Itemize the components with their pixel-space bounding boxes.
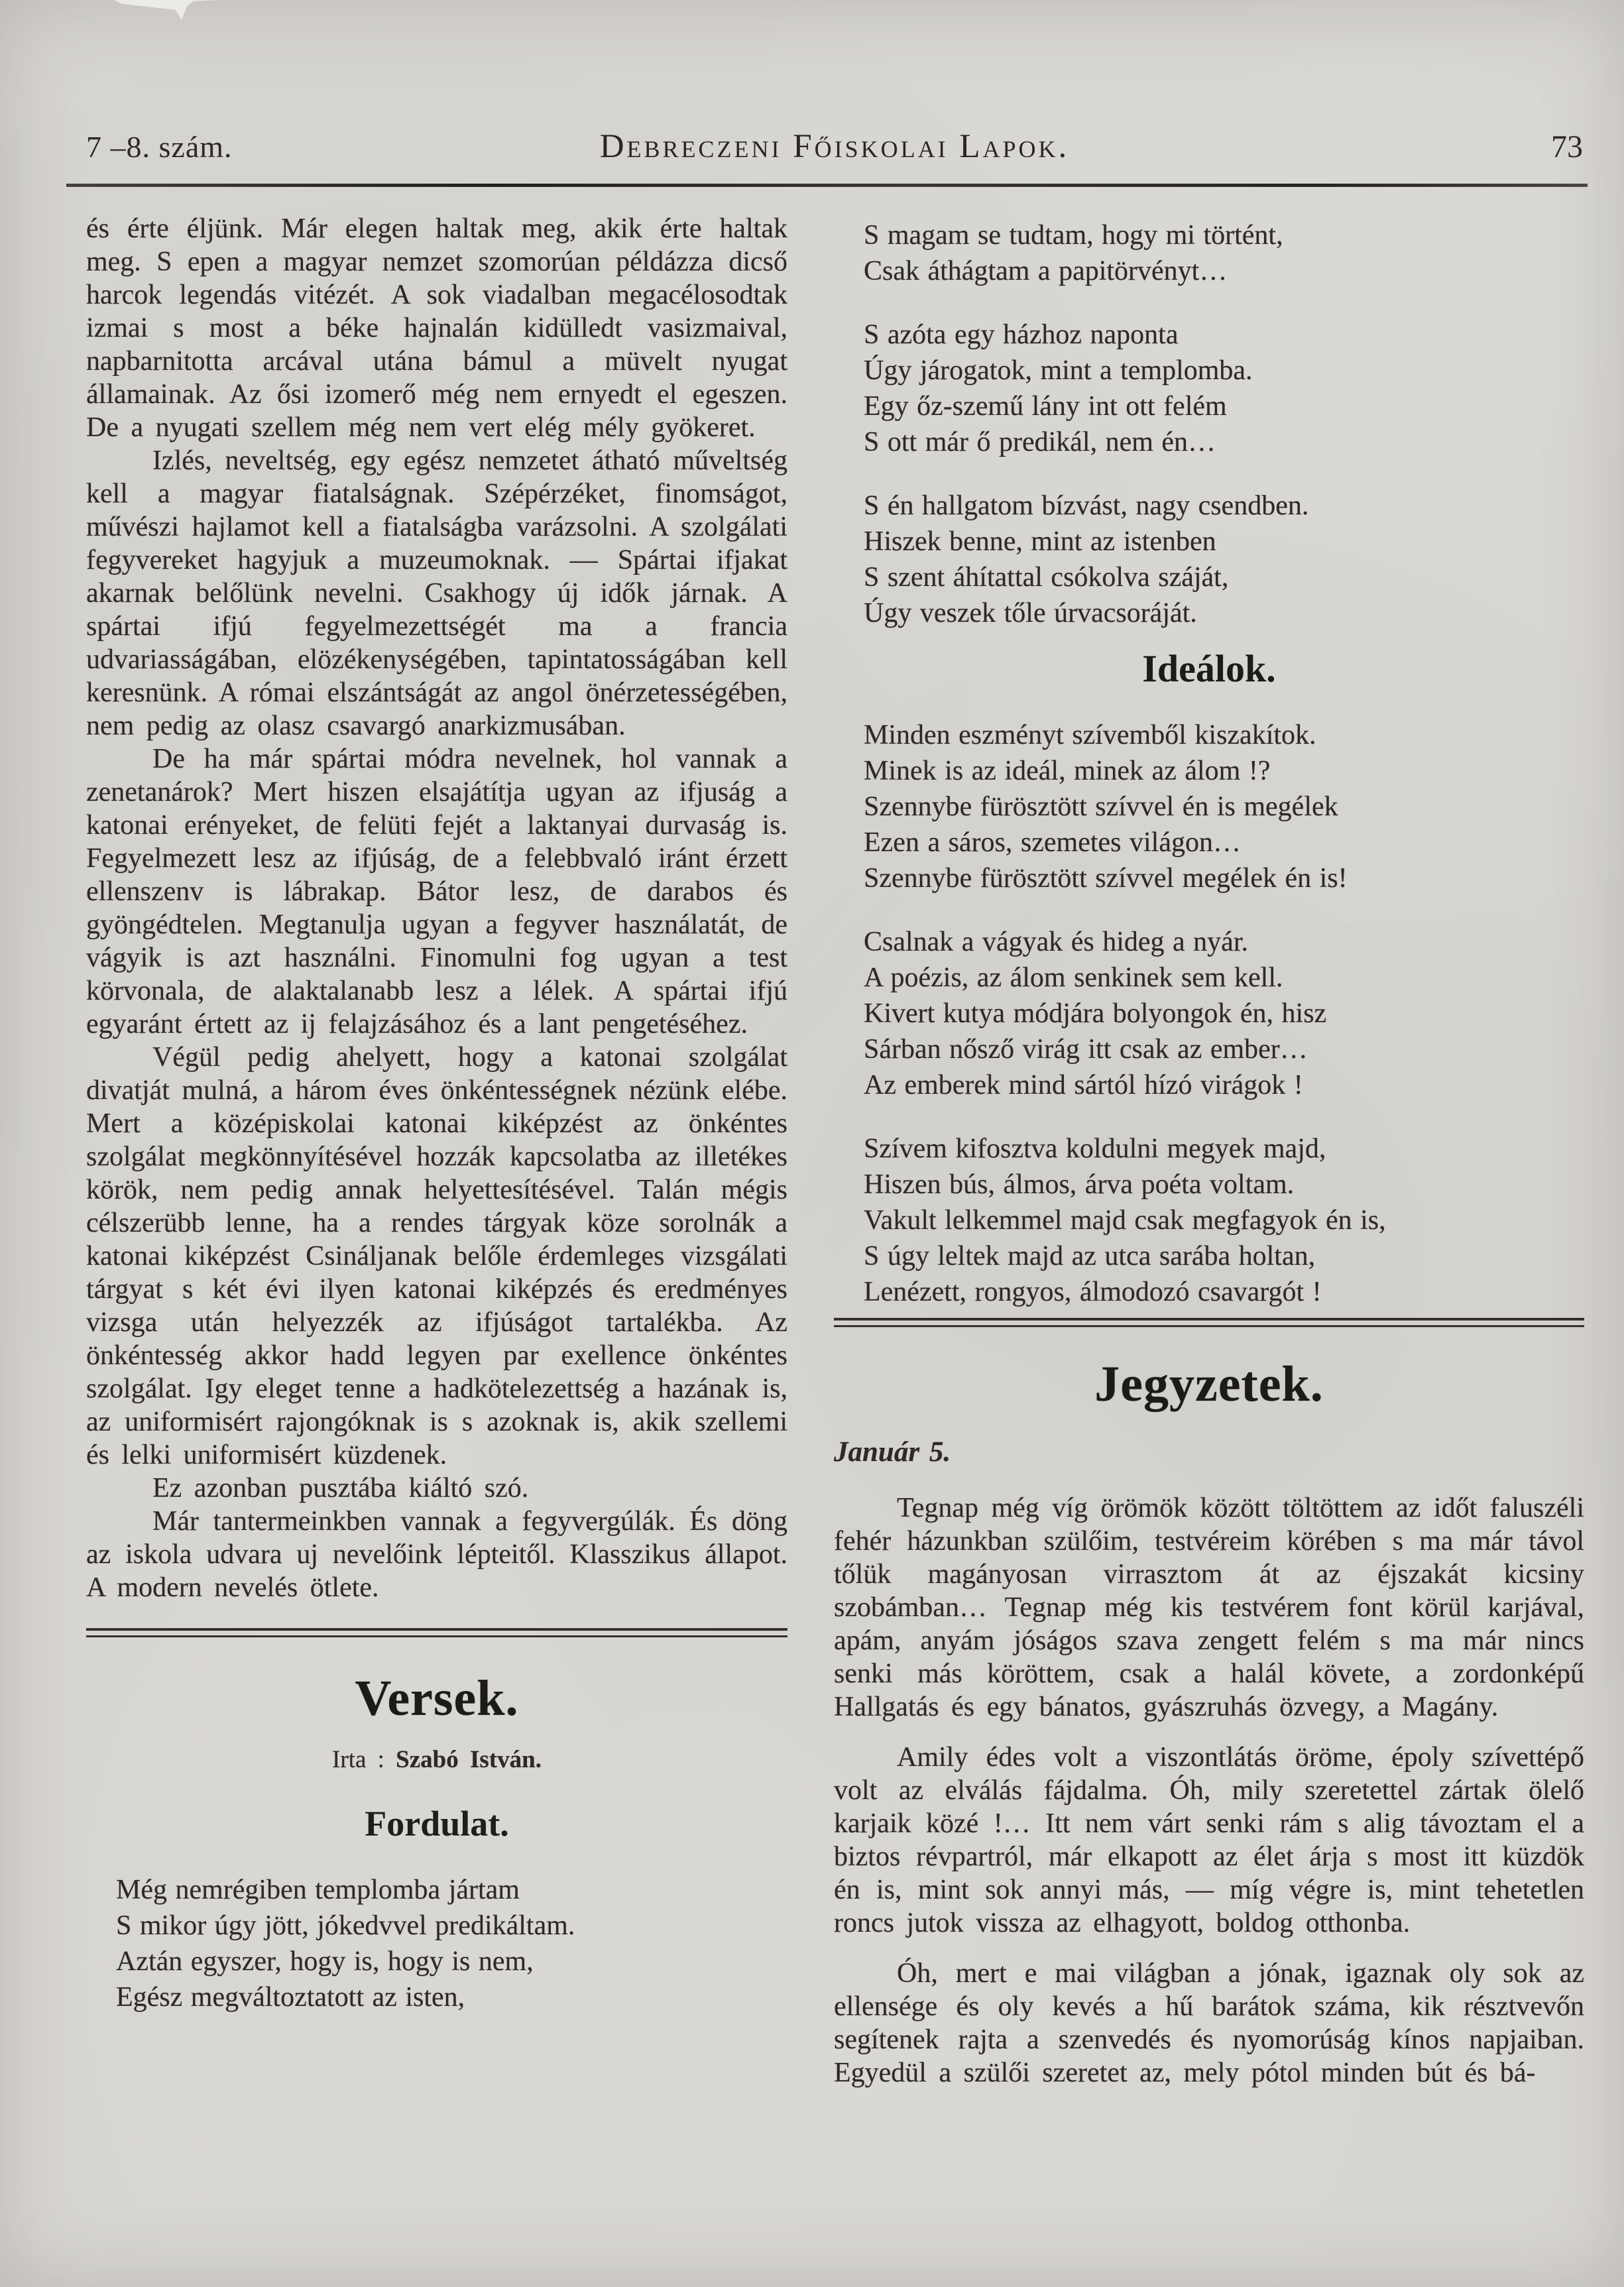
poem-line: Ezen a sáros, szemetes világon…	[864, 827, 1241, 858]
poem-line: S én hallgatom bízvást, nagy csendben.	[864, 491, 1309, 521]
article-paragraph: De ha már spártai módra nevelnek, hol vannak a zenetanárok? Mert hiszen elsajátítja ugyan az ifjuság a katonai erényeket, de felüti fejét a laktanyai durvaság is. Fegyelmezett lesz az ifjúság, de a felebbvaló iránt érzett ellenszenv is lábrakap. Bátor lesz, de darabos és gyöngédtelen. Megtanulja ugyan a fegyver használatát, de vágyik is azt használni. Finomulni fog ugyan a test körvonala, de alaktalanabb lesz a lélek. A spártai ifjú egyaránt értett az ij felajzásához és a lant pengetéséhez.	[86, 744, 787, 1039]
byline-author: Szabó István.	[396, 1746, 542, 1773]
poem-line: S szent áhítattal csókolva száját,	[864, 562, 1229, 593]
section-divider	[86, 1628, 787, 1637]
poem-line: S azóta egy házhoz naponta	[864, 320, 1179, 350]
poem-line: Az emberek mind sártól hízó virágok !	[864, 1070, 1303, 1100]
jegyzetek-section	[834, 1356, 1584, 2089]
poem-line: Minek is az ideál, minek az álom !?	[864, 756, 1271, 786]
article-paragraph: Végül pedig ahelyett, hogy a katonai szolgálat divatját mulná, a három éves önkéntességnek nézünk elébe. Mert a középiskolai katonai kiképzést az önkéntes szolgálat megkönnyítésével hozzák kapcsolatba az illetékes körök, nem pedig annak helyettesítésével. Talán mégis célszerübb lenne, ha a rendes tárgyak köze sorolnák a katonai kiképzést Csináljanak belőle érdemleges vizsgálati tárgyat s két évi ilyen katonai kiképzés és eredményes vizsga után helyezzék az ifjúságot tartalékba. Az önkéntesség akkor hadd legyen par exellence önkéntes szolgálat. Igy eleget tenne a hadkötelezettség a hazának is, az uniformisért rajongóknak is s azoknak is, akik szellemi és lelki uniformisért küzdenek.	[86, 1042, 787, 1470]
poem-line: Egy őz-szemű lány int ott felém	[864, 391, 1227, 422]
diary-paragraph: Tegnap még víg örömök között töltöttem az időt faluszéli fehér házunkban szülőim, testvéreim körében s ma már távol tőlük magányosan virrasztom át az éjszakát kicsiny szobámban… Tegnap még kis testvérem font körül karjával, apám, anyám jóságos szava zengett felém s ma már nincs senki más köröttem, csak a halál követe, a zordonképű Hallgatás és egy bánatos, gyászruhás özvegy, a Magány.	[834, 1493, 1584, 1722]
poem-line: Csak áthágtam a papitörvényt…	[864, 256, 1228, 286]
article-paragraph: és érte éljünk. Már elegen haltak meg, akik érte haltak meg. S epen a magyar nemzet szomorúan példázza dicső harcok legendás vitézét. A sok viadalban megacélosodtak izmai s most a béke hajnalán kidülledt vasizmaival, napbarnitotta arcával utána bámul a müvelt nyugat államainak. Az ősi izomerő még nem ernyedt el egeszen. De a nyugati szellem még nem vert elég mély gyökeret.	[86, 213, 787, 443]
right-column	[834, 212, 1584, 2089]
poem-line: Szennybe fürösztött szívvel én is megélek	[864, 792, 1338, 822]
poem-stanza	[864, 317, 1584, 460]
issue-number: 7 –8. szám.	[86, 130, 233, 164]
header-rule	[66, 184, 1588, 187]
poem-line: Még nemrégiben templomba jártam	[116, 1875, 520, 1905]
poem-line: Úgy járogatok, mint a templomba.	[864, 355, 1253, 386]
poem-line: Úgy veszek tőle úrvacsoráját.	[864, 598, 1197, 628]
poem-line: S magam se tudtam, hogy mi történt,	[864, 220, 1283, 251]
page-header	[86, 127, 1583, 166]
section-divider	[834, 1318, 1584, 1327]
poem-title-idealok: Ideálok.	[1142, 647, 1276, 690]
poem-line: A poézis, az álom senkinek sem kell.	[864, 963, 1283, 993]
poem-line: Aztán egyszer, hogy is, hogy is nem,	[116, 1946, 534, 1977]
poem-line: Szívem kifosztva koldulni megyek majd,	[864, 1134, 1326, 1164]
byline-label: Irta :	[332, 1746, 384, 1773]
section-title-jegyzetek: Jegyzetek.	[1094, 1356, 1324, 1412]
article-paragraph: Már tantermeinkben vannak a fegyvergúlák. És döng az iskola udvara uj nevelőink lépteitől. Klasszikus állapot. A modern nevelés ötlete.	[86, 1506, 787, 1603]
poem-line: Hiszen bús, álmos, árva poéta voltam.	[864, 1169, 1295, 1200]
article-paragraph: Izlés, neveltség, egy egész nemzetet átható műveltség kell a magyar fiatalságnak. Szépérzéket, finomságot, művészi hajlamot kell a fiatalságba varázsolni. A szolgálati fegyvereket hagyjuk a muzeumoknak. — Spártai ifjakat akarnak belőlünk nevelni. Csakhogy új idők járnak. A spártai ifjú fegyelmezettségét ma a francia udvariasságában, elözékenységében, tapintatosságában kell keresnünk. A római elszántságát az angol önérzetességében, nem pedig az olasz csavargó anarkizmusában.	[86, 445, 787, 741]
page-number: 73	[1551, 129, 1583, 164]
left-column	[86, 212, 787, 2089]
section-title-versek: Versek.	[355, 1671, 519, 1726]
article-paragraph: Ez azonban pusztába kiáltó szó.	[152, 1473, 529, 1503]
poem-fordulat	[86, 1872, 787, 2015]
poem-line: S úgy leltek majd az utca sarába holtan,	[864, 1241, 1316, 1271]
poem-line: Kivert kutya módjára bolyongok én, hisz	[864, 998, 1327, 1029]
poem-line: Lenézett, rongyos, álmodozó csavargót !	[864, 1277, 1322, 1307]
poem-stanza	[864, 217, 1584, 289]
diary-paragraph: Amily édes volt a viszontlátás öröme, époly szívettépő volt az elválás fájdalma. Óh, mily szeretettel zártak ölelő karjaik közé !… Itt nem várt senki rám s alig távoztam el a biztos révpartról, már elkapott az élet árja s most itt küzdök én is, mint sok annyi más, — míg végre is, mint tehetetlen roncs jutok vissza az elhagyott, boldog otthonba.	[834, 1742, 1584, 1938]
poem-line: Vakult lelkemmel majd csak megfagyok én is,	[864, 1205, 1386, 1236]
poem-stanza	[864, 924, 1584, 1103]
poem-line: Szennybe fürösztött szívvel megélek én is!	[864, 863, 1348, 894]
poem-line: Hiszek benne, mint az istenben	[864, 526, 1216, 557]
poem-title-fordulat: Fordulat.	[365, 1804, 509, 1844]
two-column-body	[86, 212, 1584, 2089]
poem-stanza	[864, 488, 1584, 631]
poem-line: Minden eszményt szívemből kiszakítok.	[864, 720, 1316, 750]
diary-paragraph: Óh, mert e mai világban a jónak, igaznak oly sok az ellensége és oly kevés a hű barátok száma, kik résztvevőn segítenek rajta a szenvedés és nyomorúság kínos napjaiban. Egyedül a szülői szeretet az, mely pótol minden bút és bá-	[834, 1958, 1584, 2088]
poem-stanza	[864, 1131, 1584, 1310]
byline	[86, 1743, 787, 1777]
poem-line: Sárban nősző virág itt csak az ember…	[864, 1034, 1308, 1065]
poem-idealok	[834, 717, 1584, 1310]
poem-line: S mikor úgy jött, jókedvvel predikáltam.	[116, 1910, 575, 1941]
poem-line: Egész megváltoztatott az isten,	[116, 1982, 465, 2013]
versek-section	[86, 1673, 787, 2015]
diary-date: Január 5.	[834, 1437, 951, 1468]
journal-title: Debreczeni Főiskolai Lapok.	[599, 128, 1070, 165]
poem-stanza	[864, 717, 1584, 896]
poem-line: S ott már ő predikál, nem én…	[864, 427, 1216, 457]
poem-line: Csalnak a vágyak és hideg a nyár.	[864, 927, 1248, 957]
poem-fordulat-continued	[834, 217, 1584, 631]
page-corner-fold	[111, 0, 244, 20]
